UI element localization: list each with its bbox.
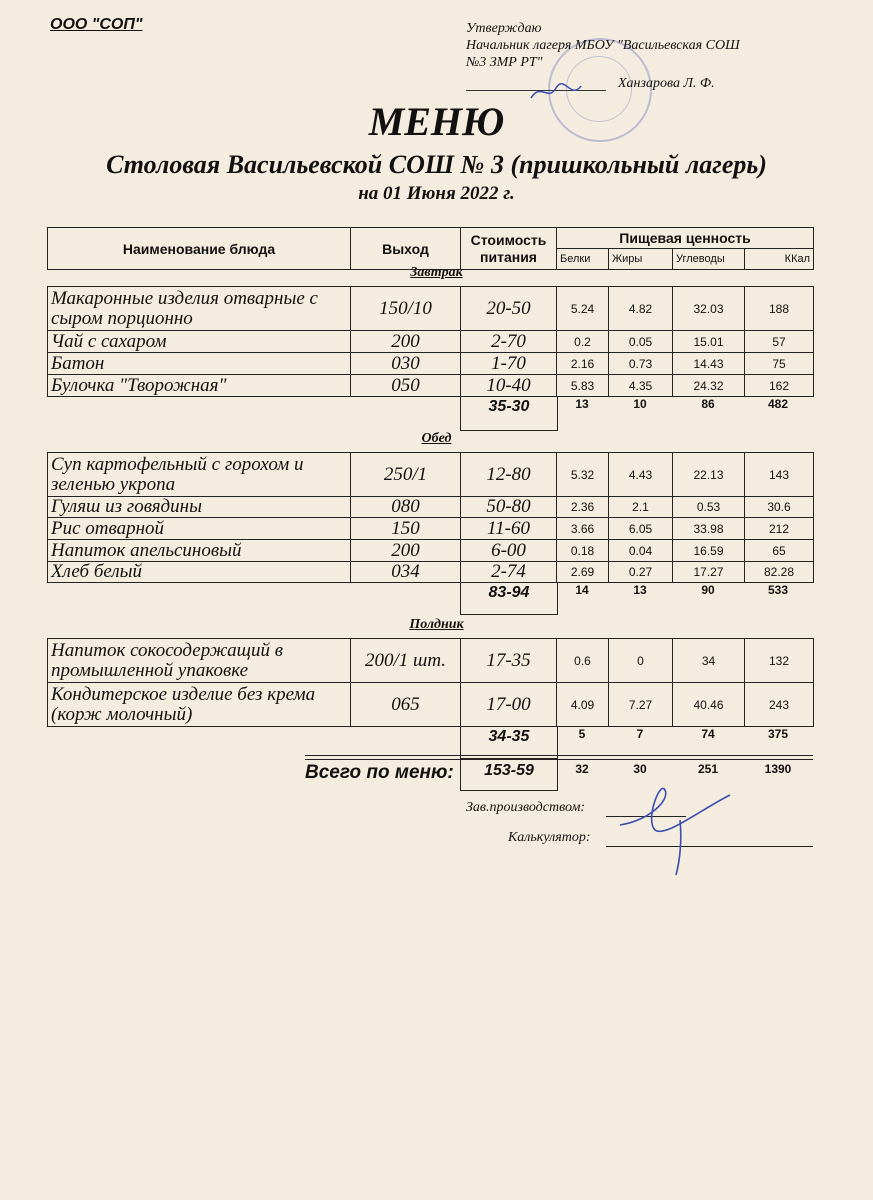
dish-protein: 0.2 bbox=[557, 331, 609, 353]
dish-cost: 11-60 bbox=[461, 518, 557, 540]
menu-date: на 01 Июня 2022 г. bbox=[358, 183, 515, 204]
table-row bbox=[48, 540, 814, 562]
dish-kcal: 162 bbox=[745, 375, 814, 397]
dish-yield: 150 bbox=[351, 518, 461, 540]
section-total-cost: 34-35 bbox=[460, 726, 558, 759]
grand-total-carbs: 251 bbox=[697, 762, 719, 776]
menu-table bbox=[47, 286, 814, 397]
dish-carbs: 33.98 bbox=[673, 518, 745, 540]
dish-cost: 10-40 bbox=[461, 375, 557, 397]
table-row bbox=[48, 353, 814, 375]
dish-fat: 2.1 bbox=[609, 497, 673, 518]
dish-fat: 4.82 bbox=[609, 287, 673, 331]
dish-carbs: 32.03 bbox=[673, 287, 745, 331]
dish-name: Рис отварной bbox=[48, 518, 351, 540]
dish-protein: 3.66 bbox=[557, 518, 609, 540]
dish-carbs: 24.32 bbox=[673, 375, 745, 397]
section-total-carbs: 90 bbox=[701, 583, 715, 597]
section-title: Обед bbox=[421, 431, 452, 446]
dish-carbs: 40.46 bbox=[673, 683, 745, 727]
grand-total-protein: 32 bbox=[575, 762, 589, 776]
header-fat: Жиры bbox=[609, 249, 673, 270]
dish-protein: 0.18 bbox=[557, 540, 609, 562]
section-total-cost: 83-94 bbox=[460, 582, 558, 615]
approval-line: Утверждаю bbox=[466, 21, 542, 36]
calculator-label: Калькулятор: bbox=[508, 830, 591, 845]
dish-kcal: 75 bbox=[745, 353, 814, 375]
dish-carbs: 22.13 bbox=[673, 453, 745, 497]
section-total-kcal: 375 bbox=[767, 727, 789, 741]
dish-fat: 7.27 bbox=[609, 683, 673, 727]
dish-protein: 5.83 bbox=[557, 375, 609, 397]
dish-cost: 17-35 bbox=[461, 639, 557, 683]
dish-kcal: 212 bbox=[745, 518, 814, 540]
table-row bbox=[48, 497, 814, 518]
dish-name: Макаронные изделия отварные с сыром порционно bbox=[48, 287, 351, 331]
section-total-cost: 35-30 bbox=[460, 396, 558, 431]
dish-yield: 150/10 bbox=[351, 287, 461, 331]
section-title: Завтрак bbox=[410, 265, 463, 280]
approver-name: Ханзарова Л. Ф. bbox=[618, 76, 715, 91]
dish-protein: 2.69 bbox=[557, 562, 609, 583]
approval-line: Начальник лагеря МБОУ "Васильевская СОШ bbox=[466, 38, 740, 53]
dish-yield: 250/1 bbox=[351, 453, 461, 497]
table-row bbox=[48, 331, 814, 353]
table-row bbox=[48, 287, 814, 331]
menu-table bbox=[47, 452, 814, 583]
dish-kcal: 57 bbox=[745, 331, 814, 353]
section-total-fat: 13 bbox=[633, 583, 647, 597]
dish-fat: 0.04 bbox=[609, 540, 673, 562]
dish-name: Кондитерское изделие без крема (корж молочный) bbox=[48, 683, 351, 727]
dish-kcal: 188 bbox=[745, 287, 814, 331]
grand-total-fat: 30 bbox=[633, 762, 647, 776]
dish-name: Напиток апельсиновый bbox=[48, 540, 351, 562]
signature-icon bbox=[610, 780, 740, 880]
organization-name: ООО "СОП" bbox=[50, 16, 143, 33]
dish-yield: 034 bbox=[351, 562, 461, 583]
section-total-protein: 13 bbox=[575, 397, 589, 411]
dish-carbs: 34 bbox=[673, 639, 745, 683]
page-subtitle: Столовая Васильевской СОШ № 3 (пришкольный лагерь) bbox=[106, 150, 767, 179]
header-name: Наименование блюда bbox=[48, 228, 351, 270]
section-total-carbs: 86 bbox=[701, 397, 715, 411]
dish-carbs: 14.43 bbox=[673, 353, 745, 375]
dish-cost: 6-00 bbox=[461, 540, 557, 562]
header-carbs: Углеводы bbox=[673, 249, 745, 270]
dish-cost: 17-00 bbox=[461, 683, 557, 727]
dish-yield: 200 bbox=[351, 331, 461, 353]
dish-name: Гуляш из говядины bbox=[48, 497, 351, 518]
dish-fat: 0.27 bbox=[609, 562, 673, 583]
dish-fat: 0 bbox=[609, 639, 673, 683]
grand-total-kcal: 1390 bbox=[764, 762, 792, 776]
dish-carbs: 17.27 bbox=[673, 562, 745, 583]
table-row bbox=[48, 562, 814, 583]
dish-name: Булочка "Творожная" bbox=[48, 375, 351, 397]
dish-yield: 030 bbox=[351, 353, 461, 375]
header-yield: Выход bbox=[351, 228, 461, 270]
dish-cost: 2-70 bbox=[461, 331, 557, 353]
dish-yield: 200 bbox=[351, 540, 461, 562]
dish-yield: 080 bbox=[351, 497, 461, 518]
dish-kcal: 143 bbox=[745, 453, 814, 497]
manager-label: Зав.производством: bbox=[466, 800, 586, 815]
table-row bbox=[48, 683, 814, 727]
dish-carbs: 15.01 bbox=[673, 331, 745, 353]
dish-cost: 12-80 bbox=[461, 453, 557, 497]
approval-block bbox=[466, 20, 740, 71]
section-total-carbs: 74 bbox=[701, 727, 715, 741]
dish-protein: 0.6 bbox=[557, 639, 609, 683]
dish-protein: 5.24 bbox=[557, 287, 609, 331]
dish-carbs: 16.59 bbox=[673, 540, 745, 562]
section-total-fat: 7 bbox=[636, 727, 644, 741]
section-total-protein: 14 bbox=[575, 583, 589, 597]
section-total-fat: 10 bbox=[633, 397, 647, 411]
section-title: Полдник bbox=[409, 617, 464, 632]
dish-fat: 0.73 bbox=[609, 353, 673, 375]
dish-name: Батон bbox=[48, 353, 351, 375]
dish-protein: 2.16 bbox=[557, 353, 609, 375]
dish-name: Чай с сахаром bbox=[48, 331, 351, 353]
dish-yield: 200/1 шт. bbox=[351, 639, 461, 683]
dish-kcal: 82.28 bbox=[745, 562, 814, 583]
dish-protein: 2.36 bbox=[557, 497, 609, 518]
section-total-protein: 5 bbox=[578, 727, 586, 741]
header-nutrition: Пищевая ценность bbox=[557, 228, 814, 249]
dish-name: Суп картофельный с горохом и зеленью укропа bbox=[48, 453, 351, 497]
approval-signature-line bbox=[466, 90, 606, 91]
dish-fat: 4.43 bbox=[609, 453, 673, 497]
table-header bbox=[47, 227, 814, 270]
grand-total-cost: 153-59 bbox=[460, 760, 558, 791]
dish-cost: 2-74 bbox=[461, 562, 557, 583]
grand-total-label: Всего по меню: bbox=[305, 762, 454, 783]
dish-protein: 5.32 bbox=[557, 453, 609, 497]
header-kcal: ККал bbox=[745, 249, 814, 270]
dish-cost: 1-70 bbox=[461, 353, 557, 375]
dish-fat: 4.35 bbox=[609, 375, 673, 397]
menu-table bbox=[47, 638, 814, 727]
page-title: МЕНЮ bbox=[368, 99, 505, 144]
grand-total-divider bbox=[305, 755, 813, 760]
dish-fat: 0.05 bbox=[609, 331, 673, 353]
dish-fat: 6.05 bbox=[609, 518, 673, 540]
dish-kcal: 30.6 bbox=[745, 497, 814, 518]
approval-line: №3 ЗМР РТ" bbox=[466, 55, 543, 70]
dish-kcal: 65 bbox=[745, 540, 814, 562]
table-row bbox=[48, 453, 814, 497]
table-row bbox=[48, 639, 814, 683]
dish-yield: 050 bbox=[351, 375, 461, 397]
section-total-kcal: 482 bbox=[767, 397, 789, 411]
header-protein: Белки bbox=[557, 249, 609, 270]
dish-yield: 065 bbox=[351, 683, 461, 727]
dish-kcal: 132 bbox=[745, 639, 814, 683]
table-row bbox=[48, 375, 814, 397]
dish-kcal: 243 bbox=[745, 683, 814, 727]
dish-cost: 20-50 bbox=[461, 287, 557, 331]
dish-name: Напиток сокосодержащий в промышленной упаковке bbox=[48, 639, 351, 683]
dish-protein: 4.09 bbox=[557, 683, 609, 727]
section-total-kcal: 533 bbox=[767, 583, 789, 597]
table-row bbox=[48, 518, 814, 540]
dish-cost: 50-80 bbox=[461, 497, 557, 518]
header-cost: Стоимость питания bbox=[461, 228, 557, 270]
dish-name: Хлеб белый bbox=[48, 562, 351, 583]
dish-carbs: 0.53 bbox=[673, 497, 745, 518]
